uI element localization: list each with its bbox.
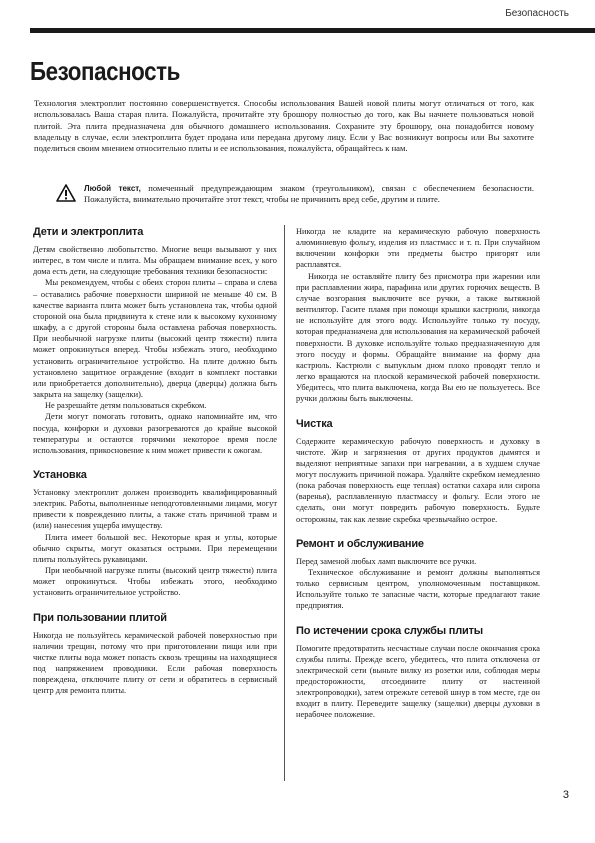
paragraph: Установку электроплит должен производить квалифицированный электрик. Работы, выполненные неподготовленными лицами, могут привести к повреждению плиты, а также стать причиной травм и (или) нанесения ущерба имуществу. (33, 487, 277, 531)
section-repair (296, 538, 540, 612)
column-divider (284, 225, 285, 781)
paragraph: Помогите предотвратить несчастные случаи после окончания срока службы плиты. Прежде всего, убедитесь, что плита отключена от электрической сети (выньте вилку из розетки или, соблюдая меры предосторожности, отсоедините плиту от настенной электропроводки), затем отрежьте сетевой шнур в том месте, где он входит в плиту. Переведите защелку (защелки) дверцы духовки в нерабочее положение. (296, 643, 540, 720)
paragraph: Никогда не кладите на керамическую рабочую поверхность алюминиевую фольгу, изделия из пластмасс и т. п. При случайном включении конфорки эти предметы быстро пригорят или расплавятся. (296, 227, 540, 270)
warning-body: помеченный предупреждающим знаком (треугольником), связан с обеспечением безопасности. Пожалуйста, внимательно прочитайте этот текст, чтобы не причинить вред себе, другим и плите. (84, 183, 534, 205)
right-column (296, 226, 540, 734)
paragraph: Никогда не оставляйте плиту без присмотра при жарении или при расплавлении жира, парафина или других горючих веществ. В случае возгорания выключите все ручки, а также вытяжной вентилятор. Гасите пламя при помощи крышки кастрюли, никогда не используйте для этого воду. Используйте только ту посуду, которая предназначена для использования на керамической рабочей поверхности. В духовке используйте только предназначенную для этого посуду и формы. Обращайте внимание на форму дна кастрюль. Кастрюли с выпуклым дном плохо проводят тепло и легко вращаются на плоской керамической рабочей поверхности. Убедитесь, что плита выключена, когда Вы ею не пользуетесь. Все ручки должны быть выключены. (296, 271, 540, 404)
section-end-of-life (296, 625, 540, 721)
warning-triangle-icon (56, 184, 76, 207)
paragraph: Детям свойственно любопытство. Многие вещи вызывают у них интерес, в том числе и плита. Мы обращаем внимание всех, у кого дома есть дети, на следующие требования техники безопасности: (33, 245, 277, 277)
section-cleaning (296, 418, 540, 525)
header-rule (30, 28, 595, 33)
paragraph: При необычной нагрузке плиты (высокий центр тяжести) плита может опрокинуться. Чтобы избежать этого, необходимо установить ограничительное устройство. (33, 566, 277, 598)
paragraph: Никогда не пользуйтесь керамической рабочей поверхностью при наличии трещин, потому что при приготовлении пищи или при чистке плиты вода может попасть сквозь трещины на находящиеся под напряжением проводники. Если рабочая поверхность повреждена, отключите плиту от сети и обратитесь в сервисный центр для ремонта плиты. (33, 630, 277, 696)
page-number: 3 (562, 789, 569, 801)
paragraph: Дети могут помогать готовить, однако напоминайте им, что посуда, конфорки и духовки разогреваются до крайне высокой температуры и остаются горячими некоторое время после использования, прикосновение к ним может привести к ожогам. (33, 412, 277, 455)
paragraph: Не разрешайте детям пользоваться скребком. (45, 401, 207, 411)
section-title-installation: Установка (33, 468, 87, 481)
paragraph: Перед заменой любых ламп выключите все ручки. (296, 556, 477, 566)
safety-warning (56, 183, 534, 207)
section-title-end-of-life: По истечении срока службы плиты (296, 624, 483, 637)
section-title-children: Дети и электроплита (33, 226, 144, 238)
warning-text (84, 183, 534, 206)
section-title-using: При пользовании плитой (33, 611, 167, 624)
section-installation (33, 469, 277, 599)
section-using-continued (296, 226, 540, 405)
paragraph: Мы рекомендуем, чтобы с обеих сторон плиты – справа и слева – оставались рабочие поверхности шириной не меньше 40 см. В качестве варианта плита может быть установлена так, чтобы одной стороной она была придвинута к стене или к высокому кухонному шкафу, а с другой стороны была оставлена рабочая поверхность. При необычной нагрузке плиты (высокий центр тяжести) плита может опрокинуться вперед. Чтобы избежать этого, необходимо установить ограничительное устройство. На плите должно быть установлено защитное ограждение (входит в комплект поставки или приобретается дополнительно), дверца (дверцы) должна быть закрыта на защелку (защелки). (33, 278, 277, 400)
intro-paragraph: Технология электроплит постоянно совершенствуется. Способы использования Вашей новой плиты могут отличаться от того, как использовалась Ваша старая плита. Пожалуйста, прочитайте эту брошюру полностью до того, как Вы начнете пользоваться новой плитой. Эта плита предназначена для обычного домашнего использования. Сохраните эту брошюру, она понадобится новому владельцу в случае, если электроплита будет продана или передана другому лицу. Если у Вас возникнут вопросы или Вы захотите поделиться своим мнением относительно плиты и ее использования, пожалуйста, обращайтесь к нам. (34, 98, 534, 154)
section-title-cleaning: Чистка (296, 417, 333, 430)
running-header: Безопасность (505, 8, 569, 19)
section-children (33, 226, 277, 456)
left-column (33, 226, 277, 709)
paragraph: Содержите керамическую рабочую поверхность и духовку в чистоте. Жир и загрязнения от других продуктов дымятся и выделяют неприятные запахи при нагревании, а в худшем случае могут послужить причиной пожара. Удаляйте скребком немедленно (пока рабочая поверхность еще теплая) остатки сахара или сиропа (варенья), расплавленную пластмассу и фольгу. Если этого не сделать, они могут повредить рабочую поверхность. Будьте осторожны, так как лезвие скребка чрезвычайно острое. (296, 436, 540, 524)
page-title: Безопасность (30, 56, 180, 86)
paragraph: Техническое обслуживание и ремонт должны выполняться только сервисным центром, уполномоченным поставщиком. Используйте только те запасные части, которые предлагают такие предприятия. (296, 567, 540, 611)
warning-lead: Любой текст, (84, 184, 141, 193)
section-title-repair: Ремонт и обслуживание (296, 537, 424, 550)
section-using (33, 612, 277, 697)
paragraph: Плита имеет большой вес. Некоторые края и углы, которые обычно скрыты, могут оказаться острыми. При перемещении плиты пользуйтесь рукавицами. (33, 532, 277, 564)
